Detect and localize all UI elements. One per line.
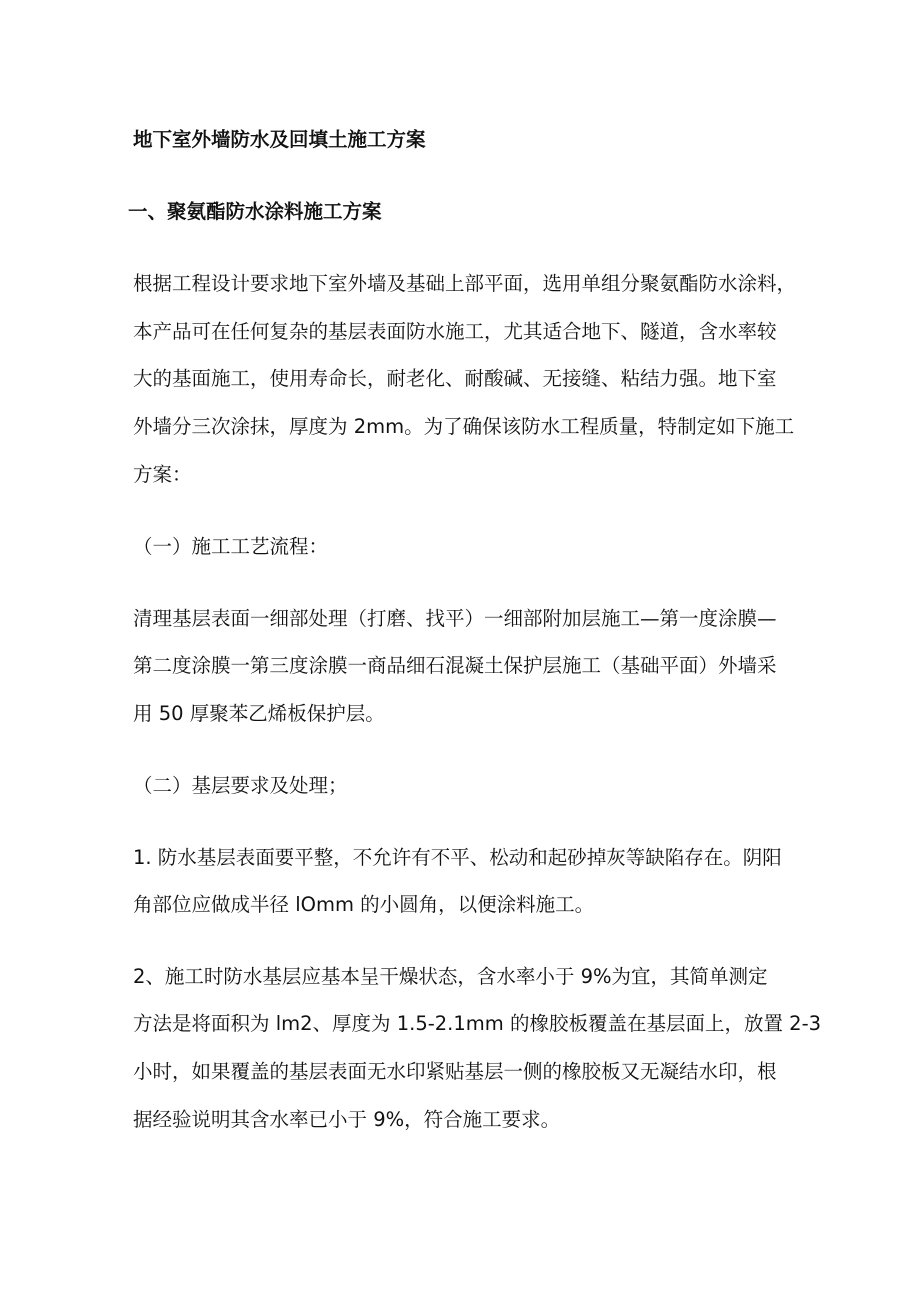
section-1-heading: 一、聚氨酯防水涂料施工方案	[128, 200, 382, 223]
process-line: 第二度涂膜一第三度涂膜一商品细石混凝土保护层施工（基础平面）外墙采	[133, 654, 777, 677]
sub-1-heading: （一）施工工艺流程：	[133, 535, 329, 558]
sub-2-heading: （二）基层要求及处理；	[133, 774, 348, 797]
process-line: 清理基层表面一细部处理（打磨、找平）一细部附加层施工—第一度涂膜—	[133, 607, 777, 630]
process-line: 用 50 厚聚苯乙烯板保护层。	[133, 702, 385, 725]
item-1-line: 角部位应做成半径 lOmm 的小圆角，以便涂料施工。	[133, 893, 595, 916]
intro-line: 本产品可在任何复杂的基层表面防水施工，尤其适合地下、隧道，含水率较	[133, 320, 777, 343]
item-2-line: 2、施工时防水基层应基本呈干燥状态，含水率小于 9%为宜，其简单测定	[133, 965, 768, 988]
intro-line: 大的基面施工，使用寿命长，耐老化、耐酸碱、无接缝、粘结力强。地下室	[133, 367, 777, 390]
intro-line: 外墙分三次涂抹，厚度为 2mm。为了确保该防水工程质量，特制定如下施工	[133, 415, 795, 438]
document-title: 地下室外墙防水及回填土施工方案	[133, 128, 426, 151]
item-2-line: 据经验说明其含水率已小于 9%，符合施工要求。	[133, 1108, 561, 1131]
item-2-line: 方法是将面积为 lm2、厚度为 1.5-2.1mm 的橡胶板覆盖在基层面上，放置 2-3	[133, 1012, 822, 1035]
intro-line: 方案：	[133, 463, 192, 486]
intro-line: 根据工程设计要求地下室外墙及基础上部平面，选用单组分聚氨酯防水涂料，	[133, 272, 797, 295]
item-2-line: 小时，如果覆盖的基层表面无水印紧贴基层一侧的橡胶板又无凝结水印，根	[133, 1060, 777, 1083]
item-1-line: 1. 防水基层表面要平整，不允许有不平、松动和起砂掉灰等缺陷存在。阴阳	[133, 846, 782, 869]
